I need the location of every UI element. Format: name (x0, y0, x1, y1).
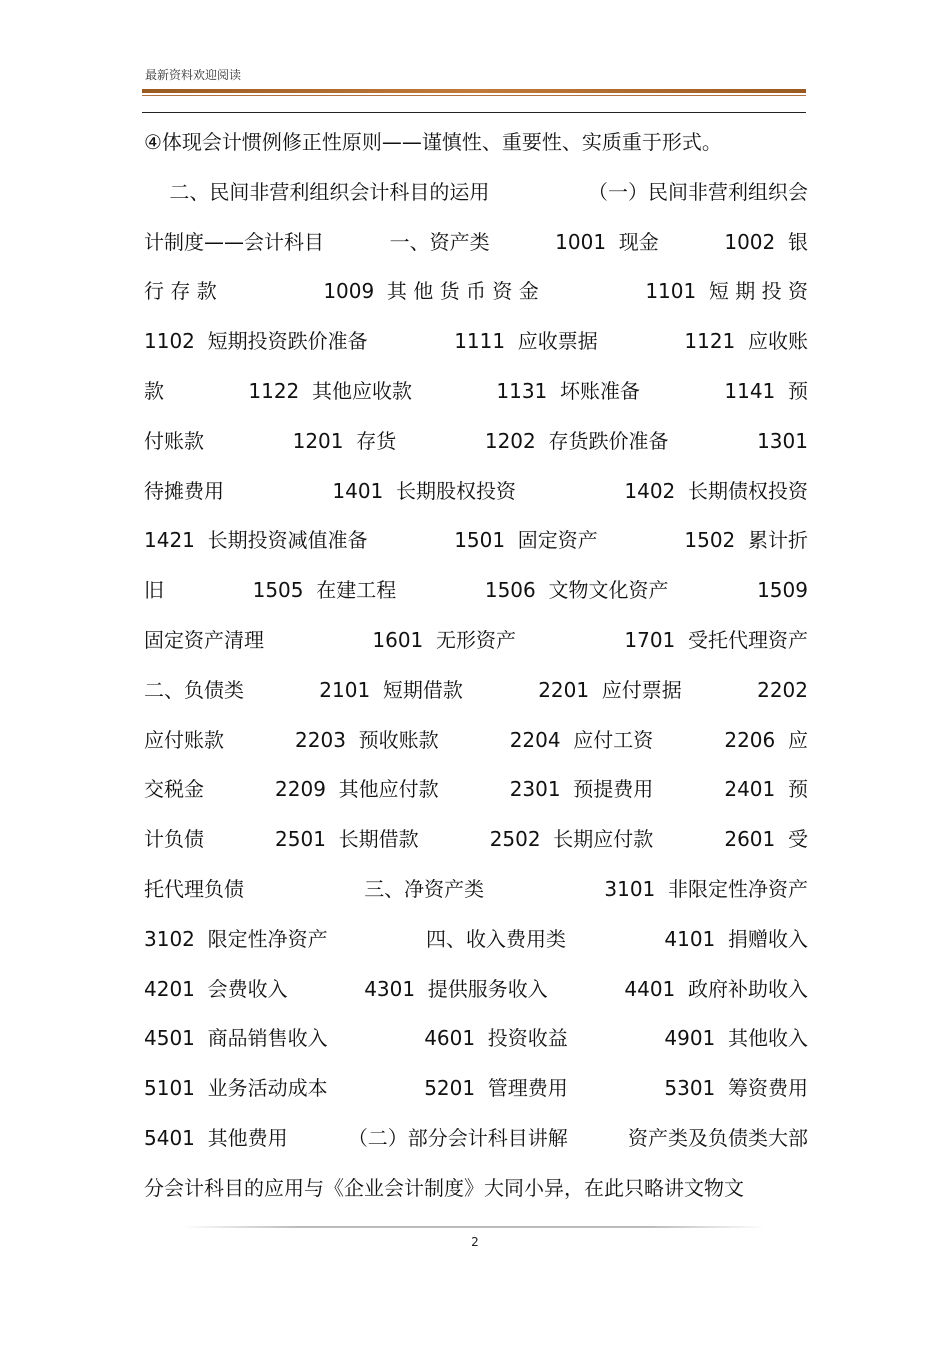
text-segment: 旧 (144, 578, 164, 603)
text-segment: 二、民间非营利组织会计科目的运用 (144, 179, 490, 204)
text-segment: 1202 存货跌价准备 (484, 428, 669, 453)
text-segment: 2202 (757, 677, 808, 702)
text-segment: 2203 预收账款 (295, 727, 439, 752)
text-segment: 2502 长期应付款 (489, 827, 654, 852)
text-segment: （二）部分会计科目讲解 (347, 1125, 568, 1150)
text-segment: 1201 存货 (292, 428, 397, 453)
header-rule-thin (142, 95, 806, 96)
text-segment: 1301 (757, 428, 808, 453)
text-segment: 2101 短期借款 (319, 677, 463, 702)
text-segment: 2201 应付票据 (538, 677, 682, 702)
text-segment: 分会计科目的应用与《企业会计制度》大同小异，在此只略讲文物文 (144, 1175, 744, 1200)
text-line (144, 965, 808, 1015)
text-segment: 1002 银 (724, 229, 808, 254)
text-segment: 4101 捐赠收入 (664, 926, 808, 951)
text-segment: 三、净资产类 (364, 876, 485, 901)
text-segment: 款 (144, 378, 164, 403)
text-segment: 4201 会费收入 (144, 976, 288, 1001)
text-segment: 1509 (757, 578, 808, 603)
text-segment: 2301 预提费用 (509, 777, 654, 802)
text-segment: 1401 长期股权投资 (332, 478, 516, 503)
text-segment: 1001 现金 (555, 229, 659, 254)
text-segment: 3102 限定性净资产 (144, 926, 328, 951)
text-segment: 1701 受托代理资产 (624, 627, 808, 652)
text-segment: 二、负债类 (144, 677, 244, 702)
text-segment: 交税金 (144, 777, 204, 802)
text-line (144, 1064, 808, 1114)
text-segment: 4301 提供服务收入 (364, 976, 548, 1001)
text-segment: （一）民间非营利组织会 (588, 179, 808, 204)
page-header: 最新资料欢迎阅读 (145, 68, 242, 82)
text-segment: 计制度——会计科目 (144, 229, 324, 254)
text-line (144, 367, 808, 417)
text-segment: 2206 应 (724, 727, 808, 752)
text-line (144, 168, 808, 218)
header-rule-black (142, 112, 806, 113)
text-segment: 4901 其他收入 (664, 1026, 808, 1051)
text-segment: 1121 应收账 (684, 329, 808, 354)
text-segment: 一、资产类 (389, 229, 490, 254)
text-segment: 2501 长期借款 (275, 827, 419, 852)
text-line (144, 516, 808, 566)
text-segment: 1506 文物文化资产 (484, 578, 669, 603)
text-segment: 2601 受 (724, 827, 808, 852)
text-segment: 1501 固定资产 (454, 528, 598, 553)
text-segment: 待摊费用 (144, 478, 224, 503)
text-segment: 1402 长期债权投资 (624, 478, 808, 503)
text-segment: 2401 预 (724, 777, 808, 802)
text-line (144, 118, 808, 168)
header-rule-thick (142, 89, 806, 93)
text-segment: 5301 筹资费用 (664, 1076, 808, 1101)
text-segment: 资产类及负债类大部 (628, 1125, 808, 1150)
page-number: 2 (471, 1235, 479, 1249)
text-line (144, 666, 808, 716)
text-line (144, 915, 808, 965)
text-line (144, 616, 808, 666)
text-segment: 1131 坏账准备 (496, 378, 640, 403)
text-line (144, 218, 808, 268)
text-line (144, 865, 808, 915)
text-segment: 1122 其他应收款 (248, 378, 412, 403)
text-segment: 付账款 (144, 428, 204, 453)
text-segment: 1601 无形资产 (372, 627, 516, 652)
text-segment: 四、收入费用类 (426, 926, 566, 951)
text-segment: 1421 长期投资减值准备 (144, 528, 368, 553)
text-line (144, 815, 808, 865)
text-segment: 1102 短期投资跌价准备 (144, 329, 368, 354)
text-segment: 2204 应付工资 (509, 727, 654, 752)
text-segment: 5201 管理费用 (424, 1076, 568, 1101)
text-segment: 1009 其 他 货 币 资 金 (323, 279, 539, 304)
text-segment: 4401 政府补助收入 (624, 976, 808, 1001)
text-line (144, 1014, 808, 1064)
text-segment: 1111 应收票据 (454, 329, 598, 354)
text-segment: 4501 商品销售收入 (144, 1026, 328, 1051)
text-segment: 5101 业务活动成本 (144, 1076, 328, 1101)
text-segment: 5401 其他费用 (144, 1125, 288, 1150)
text-segment: 应付账款 (144, 727, 224, 752)
text-line (144, 317, 808, 367)
text-segment: 1141 预 (724, 378, 808, 403)
text-segment: 1101 短 期 投 资 (645, 279, 808, 304)
text-line (144, 467, 808, 517)
text-line (144, 566, 808, 616)
text-segment: 1502 累计折 (684, 528, 808, 553)
text-segment: 托代理负债 (144, 876, 244, 901)
text-segment: 行 存 款 (144, 279, 217, 304)
text-line (144, 716, 808, 766)
text-segment: 4601 投资收益 (424, 1026, 568, 1051)
text-segment: ④体现会计惯例修正性原则——谨慎性、重要性、实质重于形式。 (144, 130, 722, 154)
text-line (144, 417, 808, 467)
text-segment: 2209 其他应付款 (275, 777, 439, 802)
text-segment: 1505 在建工程 (252, 578, 397, 603)
document-body (144, 118, 808, 1214)
text-segment: 3101 非限定性净资产 (604, 876, 808, 901)
text-line (144, 1164, 808, 1214)
text-segment: 计负债 (144, 827, 204, 852)
footer-rule (182, 1226, 766, 1228)
text-segment: 固定资产清理 (144, 627, 264, 652)
text-line (144, 765, 808, 815)
text-line (144, 1114, 808, 1164)
text-line (144, 267, 808, 317)
